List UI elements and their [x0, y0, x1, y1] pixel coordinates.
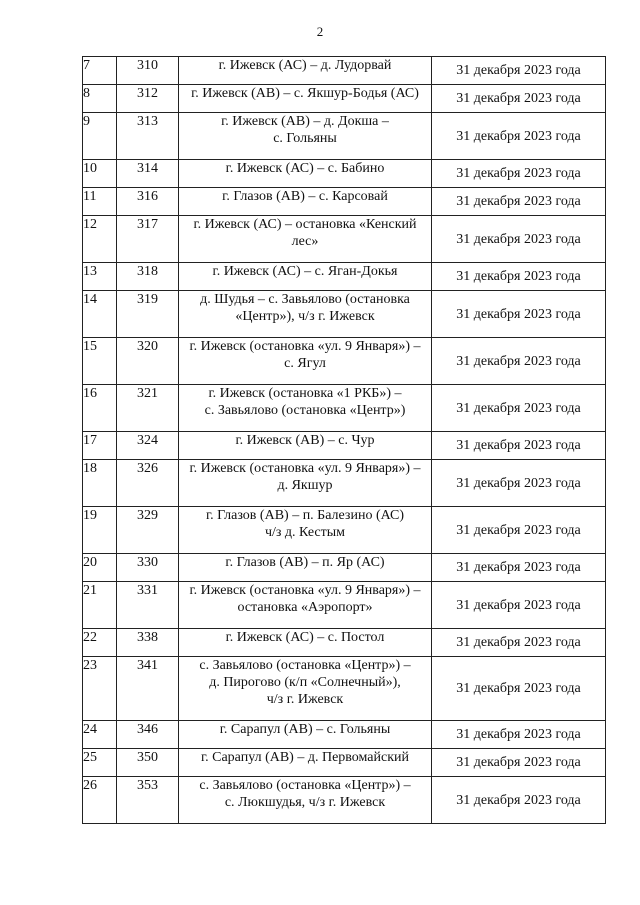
end-date-cell: 31 декабря 2023 года — [432, 721, 606, 749]
row-number-cell: 25 — [83, 749, 117, 777]
row-number-cell: 24 — [83, 721, 117, 749]
end-date-cell: 31 декабря 2023 года — [432, 777, 606, 824]
route-code-cell: 310 — [117, 57, 179, 85]
route-code-cell: 316 — [117, 188, 179, 216]
end-date-cell: 31 декабря 2023 года — [432, 629, 606, 657]
route-name-line: остановка «Аэропорт» — [237, 600, 373, 615]
route-name-cell — [179, 263, 432, 291]
table-row — [83, 777, 606, 824]
route-name-line: с. Люкшудья, ч/з г. Ижевск — [224, 795, 386, 810]
row-number-cell: 11 — [83, 188, 117, 216]
route-name-line: г. Ижевск (остановка «ул. 9 Января») – — [189, 583, 421, 598]
route-name-line: с. Завьялово (остановка «Центр») — [204, 403, 406, 418]
route-name-line: г. Ижевск (остановка «ул. 9 Января») – — [189, 339, 421, 354]
route-name-line: ч/з д. Кестым — [264, 525, 346, 540]
table-row — [83, 657, 606, 721]
route-name-line: г. Сарапул (АВ) – с. Гольяны — [219, 722, 391, 737]
route-name-line: с. Завьялово (остановка «Центр») – — [199, 778, 411, 793]
route-name-cell — [179, 432, 432, 460]
route-name-line: д. Пирогово (к/п «Солнечный»), — [209, 675, 401, 690]
route-code-cell: 324 — [117, 432, 179, 460]
end-date-cell: 31 декабря 2023 года — [432, 263, 606, 291]
route-name-cell — [179, 385, 432, 432]
route-name-cell — [179, 160, 432, 188]
route-code-cell: 329 — [117, 507, 179, 554]
route-code-cell: 320 — [117, 338, 179, 385]
end-date-cell: 31 декабря 2023 года — [432, 113, 606, 160]
row-number-cell: 14 — [83, 291, 117, 338]
route-name-line: г. Глазов (АВ) – с. Карсовай — [222, 189, 388, 204]
table-row — [83, 263, 606, 291]
route-name-cell — [179, 460, 432, 507]
row-number-cell: 23 — [83, 657, 117, 721]
route-name-cell — [179, 629, 432, 657]
end-date-cell: 31 декабря 2023 года — [432, 160, 606, 188]
row-number-cell: 7 — [83, 57, 117, 85]
route-name-line: г. Ижевск (АС) – с. Постол — [225, 630, 385, 645]
table-row — [83, 460, 606, 507]
row-number-cell: 26 — [83, 777, 117, 824]
route-name-cell — [179, 291, 432, 338]
routes-table — [82, 56, 606, 824]
end-date-cell: 31 декабря 2023 года — [432, 385, 606, 432]
table-row — [83, 432, 606, 460]
route-code-cell: 330 — [117, 554, 179, 582]
route-code-cell: 314 — [117, 160, 179, 188]
route-name-cell — [179, 749, 432, 777]
table-row — [83, 749, 606, 777]
end-date-cell: 31 декабря 2023 года — [432, 460, 606, 507]
table-row — [83, 160, 606, 188]
route-code-cell: 313 — [117, 113, 179, 160]
row-number-cell: 8 — [83, 85, 117, 113]
table-row — [83, 721, 606, 749]
page-number: 2 — [316, 24, 324, 39]
end-date-cell: 31 декабря 2023 года — [432, 291, 606, 338]
route-name-line: г. Ижевск (АС) – д. Лудорвай — [218, 58, 392, 73]
row-number-cell: 15 — [83, 338, 117, 385]
end-date-cell: 31 декабря 2023 года — [432, 57, 606, 85]
route-name-line: с. Ягул — [284, 356, 326, 371]
route-code-cell: 338 — [117, 629, 179, 657]
table-row — [83, 582, 606, 629]
route-code-cell: 353 — [117, 777, 179, 824]
end-date-cell: 31 декабря 2023 года — [432, 657, 606, 721]
route-name-cell — [179, 85, 432, 113]
route-code-cell: 321 — [117, 385, 179, 432]
end-date-cell: 31 декабря 2023 года — [432, 582, 606, 629]
end-date-cell: 31 декабря 2023 года — [432, 188, 606, 216]
table-row — [83, 85, 606, 113]
end-date-cell: 31 декабря 2023 года — [432, 749, 606, 777]
row-number-cell: 17 — [83, 432, 117, 460]
route-name-line: д. Якшур — [277, 478, 333, 493]
row-number-cell: 22 — [83, 629, 117, 657]
table-row — [83, 113, 606, 160]
route-name-cell — [179, 554, 432, 582]
end-date-cell: 31 декабря 2023 года — [432, 432, 606, 460]
route-name-line: г. Ижевск (АВ) – с. Якшур-Бодья (АС) — [191, 86, 419, 101]
end-date-cell: 31 декабря 2023 года — [432, 85, 606, 113]
table-row — [83, 507, 606, 554]
route-code-cell: 318 — [117, 263, 179, 291]
end-date-cell: 31 декабря 2023 года — [432, 554, 606, 582]
route-name-line: г. Глазов (АВ) – п. Балезино (АС) — [205, 508, 405, 523]
end-date-cell: 31 декабря 2023 года — [432, 507, 606, 554]
table-row — [83, 57, 606, 85]
end-date-cell: 31 декабря 2023 года — [432, 338, 606, 385]
route-name-line: лес» — [291, 234, 319, 249]
route-name-cell — [179, 188, 432, 216]
route-name-cell — [179, 657, 432, 721]
route-name-cell — [179, 582, 432, 629]
route-name-line: г. Ижевск (остановка «ул. 9 Января») – — [189, 461, 421, 476]
route-name-line: г. Ижевск (АВ) – с. Чур — [235, 433, 375, 448]
route-name-line: «Центр»), ч/з г. Ижевск — [235, 309, 375, 324]
row-number-cell: 20 — [83, 554, 117, 582]
row-number-cell: 21 — [83, 582, 117, 629]
route-name-line: г. Ижевск (АС) – остановка «Кенский — [193, 217, 417, 232]
end-date-cell: 31 декабря 2023 года — [432, 216, 606, 263]
route-code-cell: 350 — [117, 749, 179, 777]
route-name-cell — [179, 338, 432, 385]
table-row — [83, 629, 606, 657]
route-name-cell — [179, 777, 432, 824]
route-name-cell — [179, 721, 432, 749]
route-name-line: г. Ижевск (остановка «1 РКБ») – — [208, 386, 402, 401]
table-row — [83, 216, 606, 263]
route-name-line: д. Шудья – с. Завьялово (остановка — [200, 292, 410, 307]
route-code-cell: 319 — [117, 291, 179, 338]
row-number-cell: 10 — [83, 160, 117, 188]
route-name-cell — [179, 57, 432, 85]
route-name-line: г. Ижевск (АС) – с. Бабино — [225, 161, 385, 176]
table-row — [83, 338, 606, 385]
route-name-line: ч/з г. Ижевск — [266, 692, 344, 707]
table-row — [83, 291, 606, 338]
row-number-cell: 19 — [83, 507, 117, 554]
route-code-cell: 346 — [117, 721, 179, 749]
route-code-cell: 317 — [117, 216, 179, 263]
route-name-line: с. Гольяны — [273, 131, 337, 146]
row-number-cell: 13 — [83, 263, 117, 291]
route-code-cell: 312 — [117, 85, 179, 113]
row-number-cell: 12 — [83, 216, 117, 263]
table-row — [83, 385, 606, 432]
route-name-line: г. Сарапул (АВ) – д. Первомайский — [200, 750, 410, 765]
route-code-cell: 341 — [117, 657, 179, 721]
route-name-cell — [179, 507, 432, 554]
route-name-line: г. Ижевск (АВ) – д. Докша – — [221, 114, 389, 129]
route-name-cell — [179, 216, 432, 263]
route-code-cell: 326 — [117, 460, 179, 507]
table-row — [83, 188, 606, 216]
route-name-line: г. Ижевск (АС) – с. Яган-Докья — [212, 264, 398, 279]
row-number-cell: 18 — [83, 460, 117, 507]
row-number-cell: 9 — [83, 113, 117, 160]
route-name-line: с. Завьялово (остановка «Центр») – — [199, 658, 411, 673]
routes-table-body — [83, 57, 606, 824]
route-code-cell: 331 — [117, 582, 179, 629]
table-row — [83, 554, 606, 582]
route-name-line: г. Глазов (АВ) – п. Яр (АС) — [225, 555, 385, 570]
row-number-cell: 16 — [83, 385, 117, 432]
route-name-cell — [179, 113, 432, 160]
